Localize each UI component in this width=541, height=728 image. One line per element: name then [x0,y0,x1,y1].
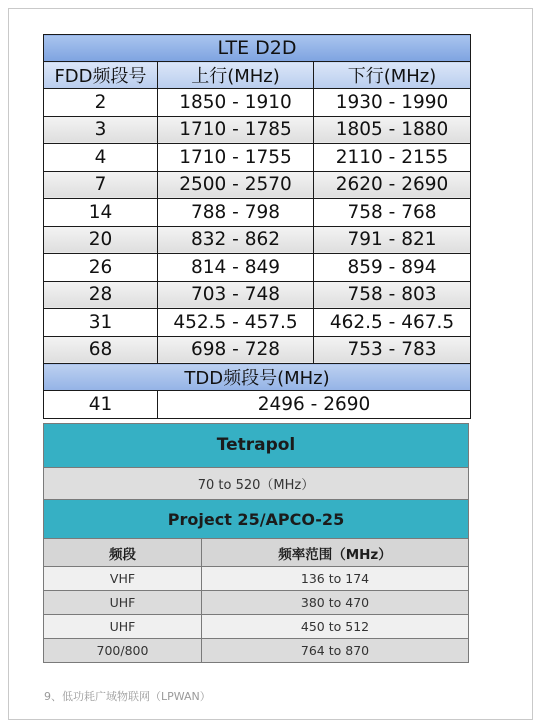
downlink-range: 462.5 - 467.5 [314,309,471,337]
table-row [44,171,471,199]
band-number: 7 [44,171,158,199]
downlink-range: 753 - 783 [314,336,471,364]
table-row [44,591,469,615]
p25-header-row [44,539,469,567]
tdd-range: 2496 - 2690 [158,391,471,419]
lte-title: LTE D2D [44,35,471,62]
band-number: 26 [44,254,158,282]
table-row [44,199,471,227]
tetrapol-title: Tetrapol [44,424,469,468]
footer-caption: 9、低功耗广域物联网（LPWAN） [44,690,211,703]
table-row [44,336,471,364]
tetrapol-title-row [44,424,469,468]
table-row [44,639,469,663]
band-name: 700/800 [44,639,202,663]
table-row [44,116,471,144]
uplink-range: 1850 - 1910 [158,89,314,117]
frequency-range: 380 to 470 [202,591,469,615]
frequency-range: 764 to 870 [202,639,469,663]
uplink-range: 1710 - 1755 [158,144,314,172]
band-number: 28 [44,281,158,309]
uplink-range: 2500 - 2570 [158,171,314,199]
table-row [44,567,469,591]
p25-title-row [44,499,469,538]
radio-standards-table [43,423,469,663]
band-name: UHF [44,591,202,615]
uplink-range: 452.5 - 457.5 [158,309,314,337]
p25-title: Project 25/APCO-25 [44,499,469,538]
tdd-header: TDD频段号(MHz) [44,364,471,391]
column-header-fdd-band: FDD频段号 [44,62,158,89]
tdd-row [44,391,471,419]
band-number: 14 [44,199,158,227]
downlink-range: 1930 - 1990 [314,89,471,117]
band-name: VHF [44,567,202,591]
table-row [44,615,469,639]
column-header-downlink: 下行(MHz) [314,62,471,89]
band-number: 20 [44,226,158,254]
table-row [44,226,471,254]
lte-d2d-table [43,34,471,419]
uplink-range: 788 - 798 [158,199,314,227]
downlink-range: 859 - 894 [314,254,471,282]
lte-header-row [44,62,471,89]
tdd-band-number: 41 [44,391,158,419]
downlink-range: 758 - 768 [314,199,471,227]
downlink-range: 791 - 821 [314,226,471,254]
downlink-range: 1805 - 1880 [314,116,471,144]
band-number: 31 [44,309,158,337]
column-header-band: 频段 [44,539,202,567]
band-number: 3 [44,116,158,144]
column-header-frequency-range: 频率范围（MHz） [202,539,469,567]
uplink-range: 814 - 849 [158,254,314,282]
frequency-range: 450 to 512 [202,615,469,639]
uplink-range: 703 - 748 [158,281,314,309]
band-number: 68 [44,336,158,364]
band-number: 4 [44,144,158,172]
table-row [44,89,471,117]
band-number: 2 [44,89,158,117]
uplink-range: 832 - 862 [158,226,314,254]
table-row [44,144,471,172]
frequency-range: 136 to 174 [202,567,469,591]
downlink-range: 2110 - 2155 [314,144,471,172]
column-header-uplink: 上行(MHz) [158,62,314,89]
uplink-range: 1710 - 1785 [158,116,314,144]
lte-title-row [44,35,471,62]
table-row [44,254,471,282]
table-row [44,281,471,309]
tetrapol-range: 70 to 520（MHz） [44,467,469,499]
tetrapol-range-row [44,467,469,499]
band-name: UHF [44,615,202,639]
uplink-range: 698 - 728 [158,336,314,364]
tdd-header-row [44,364,471,391]
downlink-range: 2620 - 2690 [314,171,471,199]
downlink-range: 758 - 803 [314,281,471,309]
table-row [44,309,471,337]
